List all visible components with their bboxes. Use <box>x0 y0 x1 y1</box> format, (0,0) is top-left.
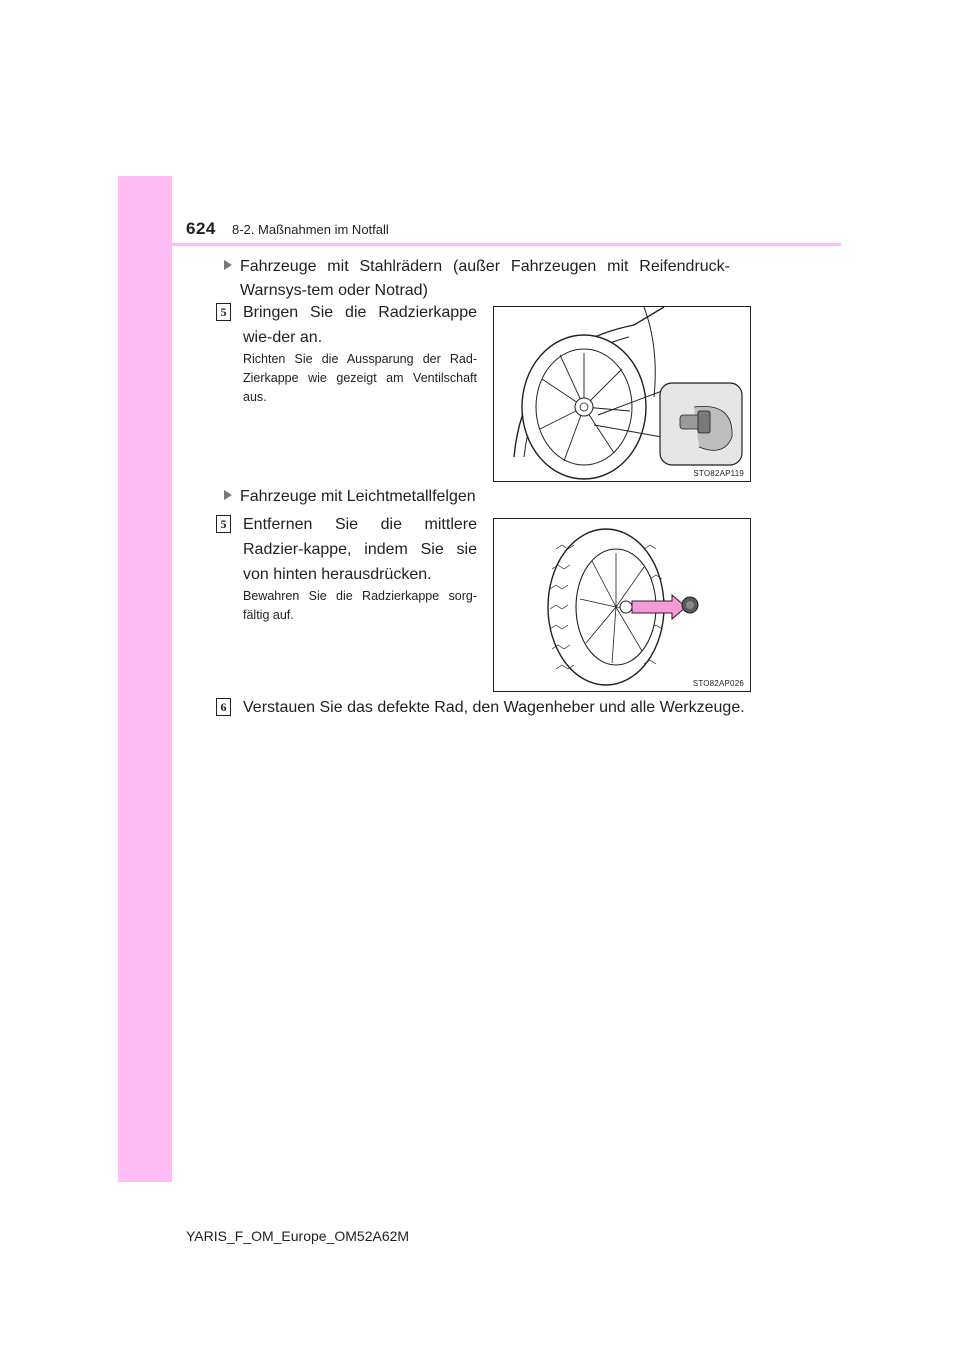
header-rule <box>118 243 841 246</box>
figure-hubcap-valve <box>493 306 751 482</box>
step-title: Bringen Sie die Radzierkappe wie-der an. <box>243 304 477 346</box>
hubcap-illustration <box>494 307 750 481</box>
step-note: Bewahren Sie die Radzierkappe sorg-fältig auf. <box>243 589 477 622</box>
step-number-box: 5 <box>216 303 231 321</box>
figure-code: STO82AP026 <box>692 679 744 688</box>
page-number: 624 <box>186 219 216 238</box>
bullet-triangle-icon <box>224 490 232 500</box>
center-cap-illustration <box>494 519 750 691</box>
section-title: 8-2. Maßnahmen im Notfall <box>232 222 389 237</box>
bullet-steel-wheels <box>224 255 744 303</box>
bullet-text: Fahrzeuge mit Stahlrädern (außer Fahrzeugen mit Reifendruck-Warnsys-tem oder Notrad) <box>240 258 730 299</box>
bullet-triangle-icon <box>224 260 232 270</box>
step-title: Verstauen Sie das defekte Rad, den Wagenheber und alle Werkzeuge. <box>243 699 745 716</box>
figure-center-cap <box>493 518 751 692</box>
figure-code: STO82AP119 <box>693 469 744 478</box>
document-code: YARIS_F_OM_Europe_OM52A62M <box>186 1228 410 1244</box>
step-number-box: 6 <box>216 698 231 716</box>
step-note: Richten Sie die Aussparung der Rad-Zierkappe wie gezeigt am Ventilschaft aus. <box>243 352 477 404</box>
bullet-text: Fahrzeuge mit Leichtmetallfelgen <box>240 488 476 505</box>
step-number-box: 5 <box>216 515 231 533</box>
bullet-alloy-wheels <box>224 485 476 509</box>
chapter-sidebar <box>118 176 172 1182</box>
step-title: Entfernen Sie die mittlere Radzier-kappe, indem Sie sie von hinten herausdrücken. <box>243 516 477 583</box>
